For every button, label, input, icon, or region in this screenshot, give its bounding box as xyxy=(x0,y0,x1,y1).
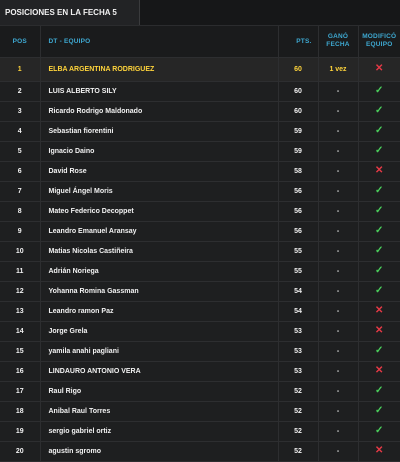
table-row[interactable] xyxy=(0,57,400,81)
row-position: 20 xyxy=(0,441,40,461)
row-team-name: Leandro ramon Paz xyxy=(40,301,278,321)
row-won-round: - xyxy=(318,181,358,201)
row-position: 5 xyxy=(0,141,40,161)
row-won-round: - xyxy=(318,381,358,401)
row-won-round: 1 vez xyxy=(318,57,358,81)
row-team-name: Anibal Raul Torres xyxy=(40,401,278,421)
check-icon: ✓ xyxy=(375,245,384,256)
row-position: 10 xyxy=(0,241,40,261)
check-icon: ✓ xyxy=(375,185,384,196)
cross-icon: ✕ xyxy=(375,305,384,316)
check-icon: ✓ xyxy=(375,345,384,356)
row-modified-team xyxy=(358,341,400,361)
cross-icon: ✕ xyxy=(375,445,384,456)
table-row[interactable] xyxy=(0,101,400,121)
row-team-name: Yohanna Romina Gassman xyxy=(40,281,278,301)
check-icon: ✓ xyxy=(375,125,384,136)
row-team-name: Ricardo Rodrigo Maldonado xyxy=(40,101,278,121)
row-team-name: LINDAURO ANTONIO VERA xyxy=(40,361,278,381)
cross-icon: ✕ xyxy=(375,63,384,74)
row-team-name: LUIS ALBERTO SILY xyxy=(40,81,278,101)
row-points: 59 xyxy=(278,141,318,161)
row-won-round: - xyxy=(318,341,358,361)
cross-icon: ✕ xyxy=(375,365,384,376)
row-points: 52 xyxy=(278,421,318,441)
row-position: 15 xyxy=(0,341,40,361)
row-points: 53 xyxy=(278,341,318,361)
row-team-name: Adrián Noriega xyxy=(40,261,278,281)
row-won-round: - xyxy=(318,421,358,441)
row-position: 17 xyxy=(0,381,40,401)
row-points: 56 xyxy=(278,221,318,241)
tab-standings-round[interactable]: POSICIONES EN LA FECHA 5 xyxy=(0,0,140,25)
row-modified-team xyxy=(358,381,400,401)
table-row[interactable] xyxy=(0,301,400,321)
row-won-round: - xyxy=(318,261,358,281)
table-row[interactable] xyxy=(0,81,400,101)
row-won-round: - xyxy=(318,221,358,241)
row-position: 1 xyxy=(0,57,40,81)
row-points: 54 xyxy=(278,301,318,321)
table-row[interactable] xyxy=(0,341,400,361)
column-header-points: PTS. xyxy=(278,26,318,57)
row-modified-team xyxy=(358,81,400,101)
row-points: 54 xyxy=(278,281,318,301)
table-row[interactable] xyxy=(0,121,400,141)
table-row[interactable] xyxy=(0,141,400,161)
tab-bar xyxy=(0,0,400,26)
row-points: 55 xyxy=(278,241,318,261)
row-won-round: - xyxy=(318,241,358,261)
standings-table xyxy=(0,26,400,462)
check-icon: ✓ xyxy=(375,105,384,116)
row-modified-team xyxy=(358,261,400,281)
cross-icon: ✕ xyxy=(375,325,384,336)
row-points: 59 xyxy=(278,121,318,141)
row-points: 56 xyxy=(278,201,318,221)
row-modified-team xyxy=(358,281,400,301)
row-points: 53 xyxy=(278,321,318,341)
column-header-modified-team: MODIFICÓ EQUIPO xyxy=(362,33,397,49)
row-team-name: ELBA ARGENTINA RODRIGUEZ xyxy=(40,57,278,81)
check-icon: ✓ xyxy=(375,145,384,156)
row-modified-team xyxy=(358,101,400,121)
row-points: 55 xyxy=(278,261,318,281)
row-points: 53 xyxy=(278,361,318,381)
row-team-name: Matias Nicolas Castiñeira xyxy=(40,241,278,261)
row-modified-team xyxy=(358,121,400,141)
column-header-pos: POS xyxy=(0,26,40,57)
row-modified-team xyxy=(358,241,400,261)
table-row[interactable] xyxy=(0,281,400,301)
row-won-round: - xyxy=(318,101,358,121)
row-modified-team xyxy=(358,181,400,201)
row-won-round: - xyxy=(318,141,358,161)
table-header-row xyxy=(0,26,400,57)
row-won-round: - xyxy=(318,301,358,321)
table-row[interactable] xyxy=(0,241,400,261)
table-body xyxy=(0,57,400,461)
row-points: 58 xyxy=(278,161,318,181)
row-team-name: Jorge Grela xyxy=(40,321,278,341)
row-team-name: Ignacio Daino xyxy=(40,141,278,161)
row-team-name: agustin sgromo xyxy=(40,441,278,461)
row-modified-team xyxy=(358,201,400,221)
row-position: 4 xyxy=(0,121,40,141)
row-won-round: - xyxy=(318,201,358,221)
check-icon: ✓ xyxy=(375,405,384,416)
row-modified-team xyxy=(358,401,400,421)
table-row[interactable] xyxy=(0,381,400,401)
row-points: 60 xyxy=(278,57,318,81)
row-modified-team xyxy=(358,301,400,321)
row-won-round: - xyxy=(318,441,358,461)
row-modified-team xyxy=(358,221,400,241)
table-row[interactable] xyxy=(0,401,400,421)
row-team-name: David Rose xyxy=(40,161,278,181)
table-row[interactable] xyxy=(0,261,400,281)
row-team-name: Mateo Federico Decoppet xyxy=(40,201,278,221)
table-row[interactable] xyxy=(0,161,400,181)
table-row[interactable] xyxy=(0,181,400,201)
row-position: 16 xyxy=(0,361,40,381)
row-position: 12 xyxy=(0,281,40,301)
row-position: 3 xyxy=(0,101,40,121)
check-icon: ✓ xyxy=(375,205,384,216)
check-icon: ✓ xyxy=(375,265,384,276)
row-won-round: - xyxy=(318,361,358,381)
row-position: 2 xyxy=(0,81,40,101)
row-won-round: - xyxy=(318,401,358,421)
column-header-team: DT - EQUIPO xyxy=(40,26,278,57)
row-team-name: Raul Rigo xyxy=(40,381,278,401)
row-position: 14 xyxy=(0,321,40,341)
check-icon: ✓ xyxy=(375,285,384,296)
table-row[interactable] xyxy=(0,441,400,461)
check-icon: ✓ xyxy=(375,85,384,96)
row-points: 52 xyxy=(278,441,318,461)
table-row[interactable] xyxy=(0,321,400,341)
row-points: 52 xyxy=(278,401,318,421)
row-team-name: Leandro Emanuel Aransay xyxy=(40,221,278,241)
row-modified-team xyxy=(358,141,400,161)
cross-icon: ✕ xyxy=(375,165,384,176)
row-team-name: yamila anahi pagliani xyxy=(40,341,278,361)
row-modified-team xyxy=(358,361,400,381)
row-points: 60 xyxy=(278,101,318,121)
row-position: 6 xyxy=(0,161,40,181)
row-position: 7 xyxy=(0,181,40,201)
row-modified-team xyxy=(358,57,400,81)
check-icon: ✓ xyxy=(375,425,384,436)
row-position: 8 xyxy=(0,201,40,221)
row-position: 9 xyxy=(0,221,40,241)
row-position: 11 xyxy=(0,261,40,281)
row-won-round: - xyxy=(318,121,358,141)
row-modified-team xyxy=(358,321,400,341)
column-header-won-round: GANÓ FECHA xyxy=(318,26,358,57)
row-points: 60 xyxy=(278,81,318,101)
row-won-round: - xyxy=(318,161,358,181)
table-row[interactable] xyxy=(0,361,400,381)
table-row[interactable] xyxy=(0,221,400,241)
table-row[interactable] xyxy=(0,421,400,441)
row-modified-team xyxy=(358,441,400,461)
row-team-name: Miguel Ángel Moris xyxy=(40,181,278,201)
row-won-round: - xyxy=(318,281,358,301)
row-modified-team xyxy=(358,421,400,441)
row-won-round: - xyxy=(318,81,358,101)
row-position: 13 xyxy=(0,301,40,321)
row-points: 56 xyxy=(278,181,318,201)
row-modified-team xyxy=(358,161,400,181)
row-team-name: Sebastian fiorentini xyxy=(40,121,278,141)
row-position: 18 xyxy=(0,401,40,421)
table-row[interactable] xyxy=(0,201,400,221)
row-team-name: sergio gabriel ortiz xyxy=(40,421,278,441)
row-position: 19 xyxy=(0,421,40,441)
check-icon: ✓ xyxy=(375,225,384,236)
row-won-round: - xyxy=(318,321,358,341)
check-icon: ✓ xyxy=(375,385,384,396)
row-points: 52 xyxy=(278,381,318,401)
